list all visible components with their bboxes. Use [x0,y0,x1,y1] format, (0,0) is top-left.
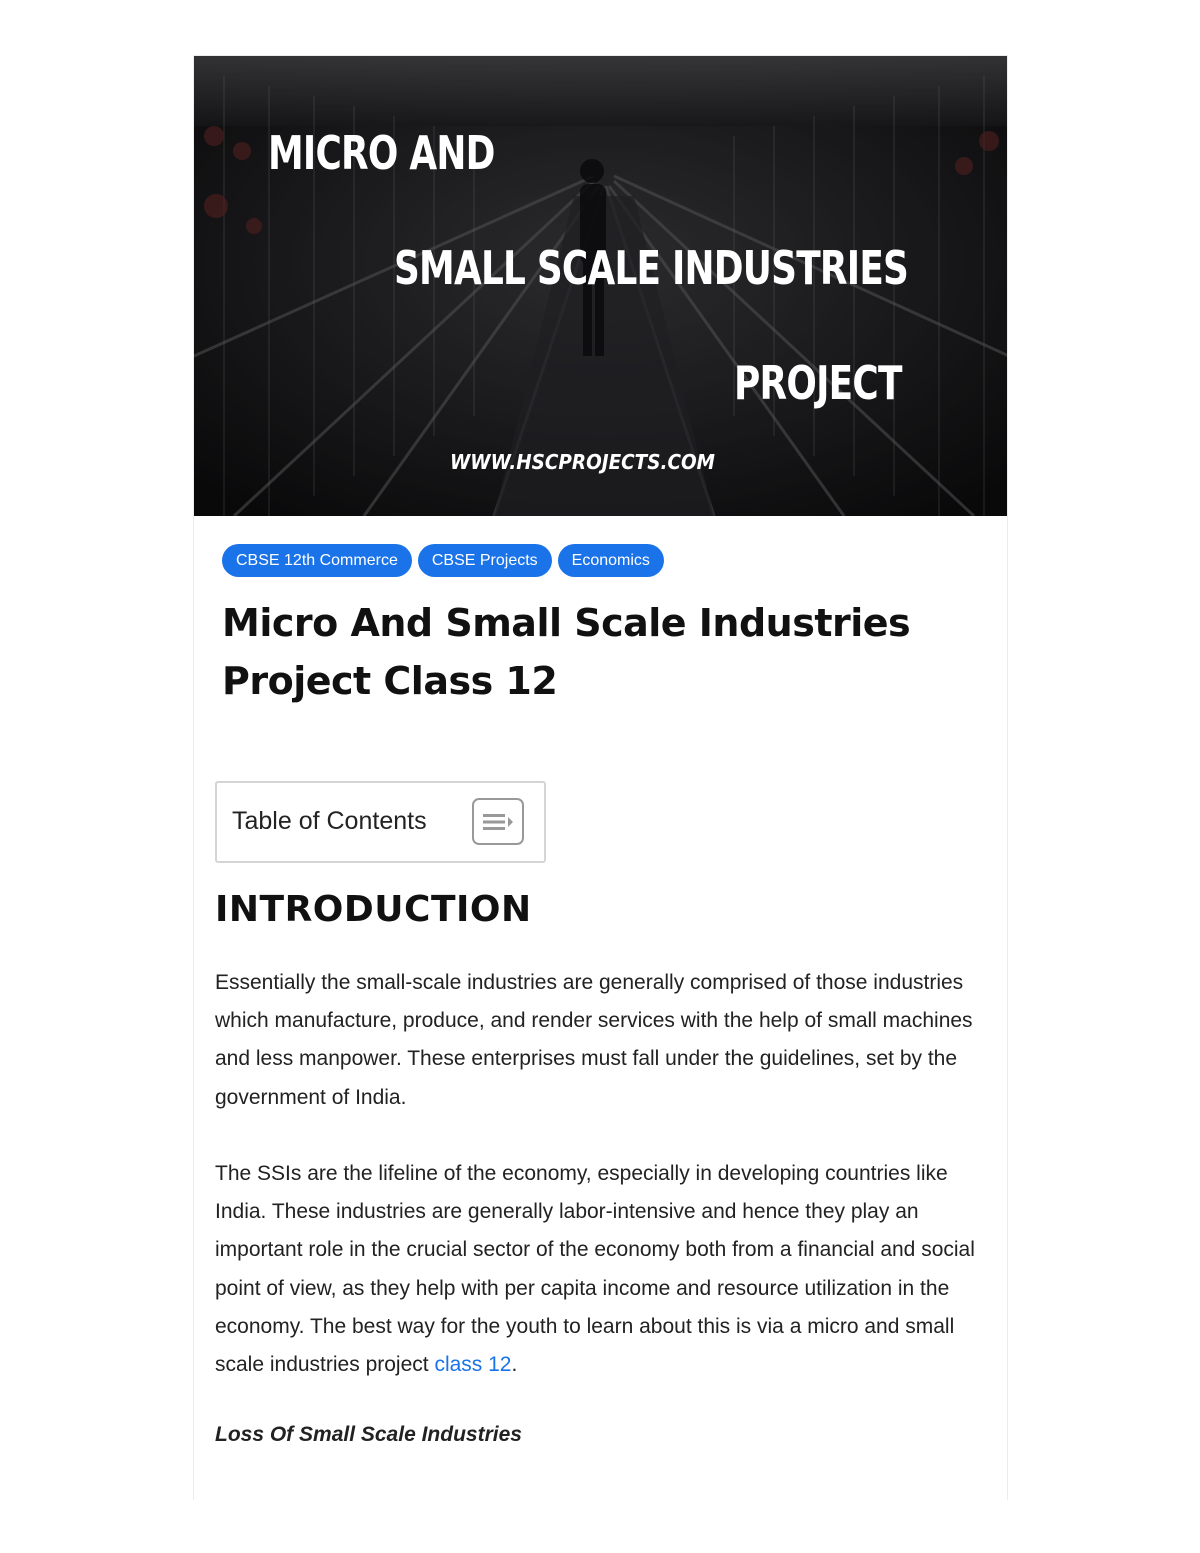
tag-economics[interactable]: Economics [558,544,664,577]
list-toggle-icon [482,811,516,833]
toc-label: Table of Contents [232,807,427,835]
tag-cbse-projects[interactable]: CBSE Projects [418,544,552,577]
class-12-link[interactable]: class 12 [434,1353,512,1377]
hero-website: WWW.HSCPROJECTS.COM [450,450,715,474]
hero-title-line-3: PROJECT [734,356,902,410]
toc-toggle-button[interactable] [472,798,524,845]
tag-cbse-12th-commerce[interactable]: CBSE 12th Commerce [222,544,412,577]
page-title: Micro And Small Scale Industries Project Class 12 [222,601,911,703]
article-card [193,55,1008,1500]
hero-title-line-1: MICRO AND [268,126,495,180]
category-tags [222,544,664,577]
hero-title-line-2: SMALL SCALE INDUSTRIES [394,241,909,295]
intro-paragraph-2 [215,1155,990,1384]
intro-paragraph-1: Essentially the small-scale industries are generally comprised of those industries which manufacture, produce, and render services with the help of small machines and less manpower. These enterprises must fall under the guidelines, set by the government of India. [215,971,973,1109]
hero-image [194,56,1008,516]
table-of-contents [215,781,546,863]
introduction-heading: INTRODUCTION [215,889,532,930]
intro-paragraph-2-text: The SSIs are the lifeline of the economy, especially in developing countries like India. These industries are generally labor-intensive and hence they play an important role in the crucial sector of the economy both from a financial and social point of view, as they help with per capita income and resource utilization in the economy. The best way for the youth to learn about this is via a micro and small scale industries project [215,1162,975,1377]
intro-paragraph-2-end: . [511,1353,518,1377]
loss-subheading: Loss Of Small Scale Industries [215,1423,522,1446]
